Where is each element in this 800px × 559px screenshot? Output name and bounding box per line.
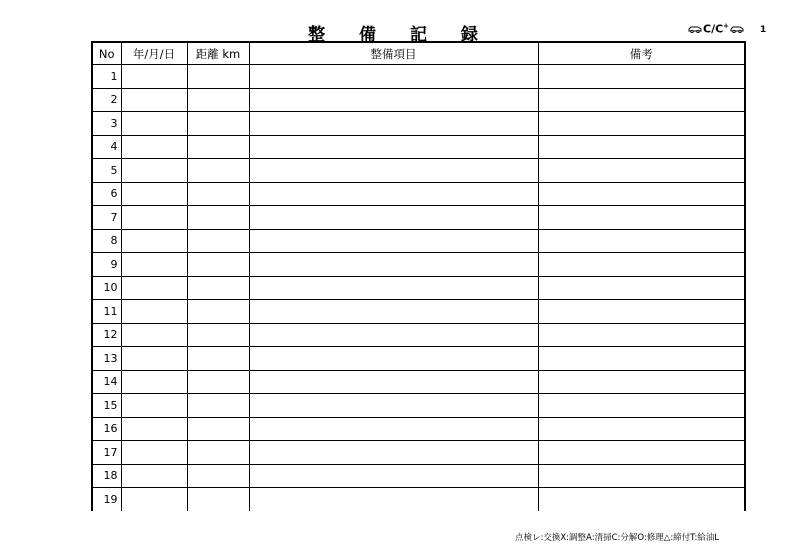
distance-cell[interactable] [187, 370, 249, 394]
distance-cell[interactable] [187, 135, 249, 159]
table-row [92, 323, 745, 347]
distance-cell[interactable] [187, 417, 249, 441]
distance-cell[interactable] [187, 229, 249, 253]
date-cell[interactable] [121, 441, 187, 465]
note-cell[interactable] [538, 323, 745, 347]
row-number: 5 [92, 159, 121, 183]
note-cell[interactable] [538, 347, 745, 371]
distance-cell[interactable] [187, 182, 249, 206]
note-cell[interactable] [538, 417, 745, 441]
note-cell[interactable] [538, 135, 745, 159]
maintenance-record-table [91, 41, 746, 511]
row-number: 16 [92, 417, 121, 441]
row-number: 1 [92, 65, 121, 89]
header-distance: 距離 km [187, 42, 249, 65]
table-row [92, 88, 745, 112]
note-cell[interactable] [538, 253, 745, 277]
table-row [92, 253, 745, 277]
date-cell[interactable] [121, 112, 187, 136]
item-cell[interactable] [249, 253, 538, 277]
car-icon [688, 24, 702, 33]
row-number: 13 [92, 347, 121, 371]
row-number: 18 [92, 464, 121, 488]
distance-cell[interactable] [187, 159, 249, 183]
date-cell[interactable] [121, 300, 187, 324]
item-cell[interactable] [249, 464, 538, 488]
item-cell[interactable] [249, 65, 538, 89]
table-row [92, 182, 745, 206]
distance-cell[interactable] [187, 253, 249, 277]
item-cell[interactable] [249, 417, 538, 441]
note-cell[interactable] [538, 464, 745, 488]
row-number: 9 [92, 253, 121, 277]
car-icon [730, 24, 744, 33]
item-cell[interactable] [249, 135, 538, 159]
distance-cell[interactable] [187, 300, 249, 324]
date-cell[interactable] [121, 135, 187, 159]
item-cell[interactable] [249, 347, 538, 371]
distance-cell[interactable] [187, 65, 249, 89]
note-cell[interactable] [538, 182, 745, 206]
distance-cell[interactable] [187, 464, 249, 488]
date-cell[interactable] [121, 417, 187, 441]
table-row [92, 276, 745, 300]
item-cell[interactable] [249, 182, 538, 206]
date-cell[interactable] [121, 464, 187, 488]
item-cell[interactable] [249, 323, 538, 347]
date-cell[interactable] [121, 253, 187, 277]
table-row [92, 370, 745, 394]
date-cell[interactable] [121, 206, 187, 230]
row-number: 11 [92, 300, 121, 324]
distance-cell[interactable] [187, 112, 249, 136]
note-cell[interactable] [538, 300, 745, 324]
item-cell[interactable] [249, 370, 538, 394]
row-number: 3 [92, 112, 121, 136]
note-cell[interactable] [538, 394, 745, 418]
distance-cell[interactable] [187, 488, 249, 511]
header-date: 年/月/日 [121, 42, 187, 65]
row-number: 2 [92, 88, 121, 112]
table-row [92, 135, 745, 159]
date-cell[interactable] [121, 182, 187, 206]
item-cell[interactable] [249, 88, 538, 112]
date-cell[interactable] [121, 229, 187, 253]
row-number: 12 [92, 323, 121, 347]
date-cell[interactable] [121, 347, 187, 371]
distance-cell[interactable] [187, 323, 249, 347]
item-cell[interactable] [249, 159, 538, 183]
note-cell[interactable] [538, 88, 745, 112]
note-cell[interactable] [538, 488, 745, 511]
table-row [92, 206, 745, 230]
date-cell[interactable] [121, 394, 187, 418]
header-item: 整備項目 [249, 42, 538, 65]
row-number: 17 [92, 441, 121, 465]
item-cell[interactable] [249, 112, 538, 136]
table-header-row [92, 42, 745, 65]
distance-cell[interactable] [187, 441, 249, 465]
note-cell[interactable] [538, 229, 745, 253]
brand-logo [688, 22, 744, 36]
distance-cell[interactable] [187, 206, 249, 230]
date-cell[interactable] [121, 276, 187, 300]
page-title: 整 備 記 録 [308, 25, 492, 45]
row-number: 8 [92, 229, 121, 253]
row-number: 10 [92, 276, 121, 300]
date-cell[interactable] [121, 159, 187, 183]
distance-cell[interactable] [187, 276, 249, 300]
note-cell[interactable] [538, 206, 745, 230]
table-row [92, 347, 745, 371]
item-cell[interactable] [249, 276, 538, 300]
item-cell[interactable] [249, 441, 538, 465]
table-row [92, 417, 745, 441]
date-cell[interactable] [121, 88, 187, 112]
table-row [92, 394, 745, 418]
row-number: 4 [92, 135, 121, 159]
date-cell[interactable] [121, 323, 187, 347]
legend-text: 点検レ:交換X:調整A:清掃C:分解O:修理△:締付T:給油L [515, 533, 720, 543]
row-number: 15 [92, 394, 121, 418]
note-cell[interactable] [538, 441, 745, 465]
table-row [92, 112, 745, 136]
table-row [92, 159, 745, 183]
distance-cell[interactable] [187, 347, 249, 371]
note-cell[interactable] [538, 276, 745, 300]
item-cell[interactable] [249, 229, 538, 253]
date-cell[interactable] [121, 65, 187, 89]
item-cell[interactable] [249, 206, 538, 230]
header-note: 備考 [538, 42, 745, 65]
row-number: 14 [92, 370, 121, 394]
note-cell[interactable] [538, 65, 745, 89]
item-cell[interactable] [249, 394, 538, 418]
note-cell[interactable] [538, 112, 745, 136]
row-number: 7 [92, 206, 121, 230]
date-cell[interactable] [121, 370, 187, 394]
table-row [92, 441, 745, 465]
date-cell[interactable] [121, 488, 187, 511]
row-number: 19 [92, 488, 121, 511]
header-no: No [92, 42, 121, 65]
table-row [92, 464, 745, 488]
row-number: 6 [92, 182, 121, 206]
item-cell[interactable] [249, 488, 538, 511]
note-cell[interactable] [538, 159, 745, 183]
table-row [92, 229, 745, 253]
item-cell[interactable] [249, 300, 538, 324]
table-row [92, 488, 745, 511]
distance-cell[interactable] [187, 88, 249, 112]
distance-cell[interactable] [187, 394, 249, 418]
page-number: 1 [760, 25, 767, 35]
table-row [92, 65, 745, 89]
logo-text: C/C+ [703, 22, 730, 36]
note-cell[interactable] [538, 370, 745, 394]
table-row [92, 300, 745, 324]
